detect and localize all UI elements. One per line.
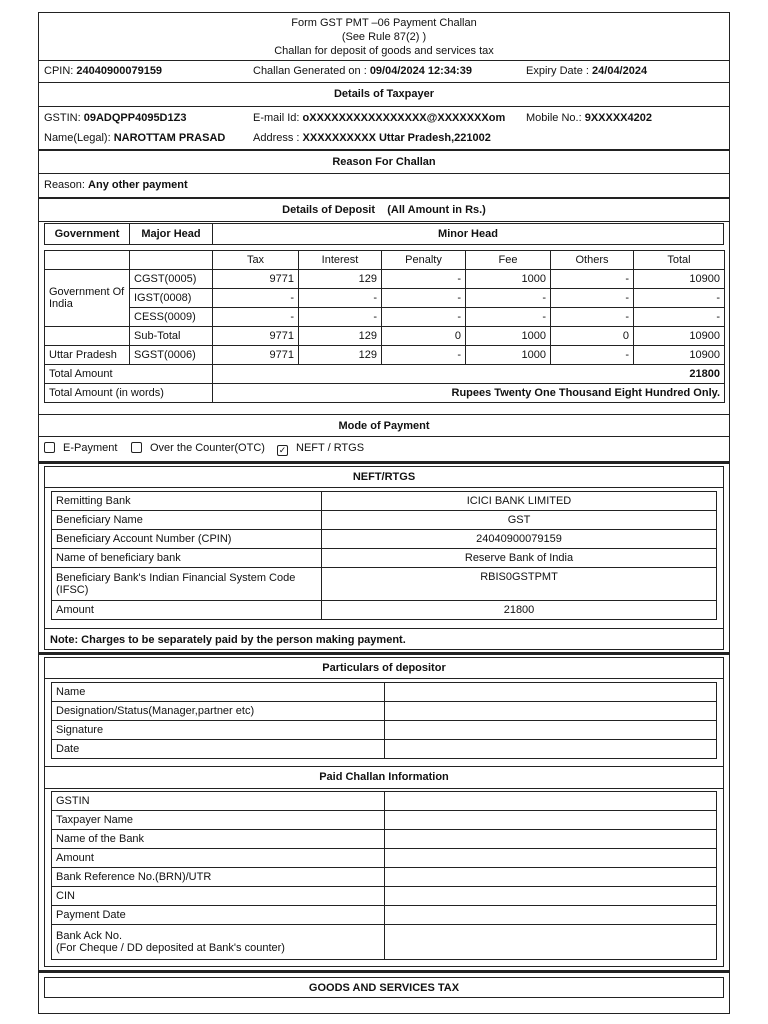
deposit-title: Details of Deposit [282, 204, 376, 216]
paid-field[interactable] [385, 830, 717, 849]
cell-value: 9771 [213, 346, 299, 365]
paid-field[interactable] [385, 792, 717, 811]
neft-value: RBIS0GSTPMT [322, 568, 717, 601]
taxpayer-heading: Details of Taxpayer [39, 83, 729, 107]
deposit-head-table [44, 223, 724, 245]
col-interest: Interest [299, 251, 382, 270]
depositor-label: Signature [52, 721, 385, 740]
cell-value: - [299, 289, 382, 308]
reason-heading: Reason For Challan [39, 150, 729, 174]
table-row [52, 530, 717, 549]
major-head: Sub-Total [130, 327, 213, 346]
email-value: oXXXXXXXXXXXXXXXX@XXXXXXXom [302, 112, 506, 124]
table-row [45, 289, 725, 308]
col-major-head: Major Head [130, 224, 213, 245]
deposit-unit: (All Amount in Rs.) [387, 204, 486, 216]
cell-value: 0 [551, 327, 634, 346]
depositor-field[interactable] [385, 683, 717, 702]
cell-value: 129 [299, 270, 382, 289]
major-head: IGST(0008) [130, 289, 213, 308]
cell-value: 1000 [466, 270, 551, 289]
table-row [52, 849, 717, 868]
cell-value: 1000 [466, 346, 551, 365]
gov-india-cell: Government Of India [45, 270, 130, 327]
cell-value: 0 [382, 327, 466, 346]
table-row [45, 270, 725, 289]
paid-label: CIN [52, 887, 385, 906]
neft-label: Beneficiary Name [52, 511, 322, 530]
paid-label: Taxpayer Name [52, 811, 385, 830]
paid-field[interactable] [385, 906, 717, 925]
table-row [52, 568, 717, 601]
epayment-checkbox[interactable] [44, 442, 55, 453]
table-row [52, 740, 717, 759]
neft-label: NEFT / RTGS [296, 442, 365, 454]
col-penalty: Penalty [382, 251, 466, 270]
gstin-label: GSTIN: [44, 112, 81, 124]
cell-value: 129 [299, 346, 382, 365]
cell-value: 9771 [213, 270, 299, 289]
neft-note: Note: Charges to be separately paid by the person making payment. [45, 628, 723, 651]
footer: GOODS AND SERVICES TAX [44, 977, 724, 998]
cell-value: - [634, 308, 725, 327]
neft-value: Reserve Bank of India [322, 549, 717, 568]
paid-field[interactable] [385, 811, 717, 830]
paid-label-ack [52, 925, 385, 960]
cell-value: - [466, 289, 551, 308]
depositor-field[interactable] [385, 740, 717, 759]
neft-label: Beneficiary Account Number (CPIN) [52, 530, 322, 549]
col-fee: Fee [466, 251, 551, 270]
paid-label: GSTIN [52, 792, 385, 811]
name-label: Name(Legal): [44, 132, 111, 144]
cpin-label: CPIN: [44, 65, 74, 77]
expiry-value: 24/04/2024 [592, 65, 648, 77]
neft-label: Amount [52, 601, 322, 620]
cell-value: - [382, 289, 466, 308]
table-row [52, 887, 717, 906]
cell-value: - [634, 289, 725, 308]
words-label: Total Amount (in words) [45, 384, 213, 403]
otc-label: Over the Counter(OTC) [150, 442, 265, 454]
epayment-label: E-Payment [63, 442, 118, 454]
cell-value: - [551, 346, 634, 365]
paid-label: Name of the Bank [52, 830, 385, 849]
deposit-heading [39, 198, 729, 222]
col-minor-head: Minor Head [213, 224, 724, 245]
cell-value: 10900 [634, 346, 725, 365]
total-row [45, 365, 725, 384]
col-tax: Tax [213, 251, 299, 270]
epayment-option[interactable] [44, 442, 117, 454]
form-rule: (See Rule 87(2) ) [341, 31, 427, 43]
neft-heading: NEFT/RTGS [45, 467, 723, 488]
table-row [45, 327, 725, 346]
paid-field[interactable] [385, 868, 717, 887]
depositor-heading: Particulars of depositor [45, 658, 723, 679]
section-divider [39, 970, 729, 973]
neft-checkbox[interactable]: ✓ [278, 445, 287, 455]
depositor-label: Designation/Status(Manager,partner etc) [52, 702, 385, 721]
table-row [52, 906, 717, 925]
cell-value: - [382, 308, 466, 327]
email-label: E-mail Id: [253, 112, 300, 124]
ack-line-2: (For Cheque / DD deposited at Bank's counter) [56, 942, 285, 954]
cell-value: - [551, 308, 634, 327]
cell-value: - [213, 289, 299, 308]
otc-checkbox[interactable] [131, 442, 142, 453]
section-divider [39, 461, 729, 464]
cell-value: 1000 [466, 327, 551, 346]
section-divider [39, 652, 729, 655]
total-value: 21800 [213, 365, 725, 384]
major-head: CGST(0005) [130, 270, 213, 289]
neft-label: Name of beneficiary bank [52, 549, 322, 568]
cell-value: - [466, 308, 551, 327]
table-row [52, 549, 717, 568]
depositor-field[interactable] [385, 721, 717, 740]
gstin-value: 09ADQPP4095D1Z3 [83, 112, 187, 124]
paid-field[interactable] [385, 925, 717, 960]
reason-row [39, 174, 729, 198]
cell-value: 129 [299, 327, 382, 346]
generated-value: 09/04/2024 12:34:39 [369, 65, 472, 77]
deposit-table [44, 250, 725, 403]
total-label: Total Amount [45, 365, 213, 384]
depositor-label: Date [52, 740, 385, 759]
cell-value: - [551, 289, 634, 308]
table-row [52, 792, 717, 811]
form-header [39, 13, 729, 61]
depositor-box [44, 657, 724, 967]
depositor-label: Name [52, 683, 385, 702]
neft-value: ICICI BANK LIMITED [322, 492, 717, 511]
taxpayer-details [39, 107, 729, 150]
mobile-value: 9XXXXX4202 [584, 112, 652, 124]
paid-label: Bank Reference No.(BRN)/UTR [52, 868, 385, 887]
form-title: Form GST PMT –06 Payment Challan [291, 17, 477, 29]
words-value: Rupees Twenty One Thousand Eight Hundred Only. [213, 384, 725, 403]
col-government: Government [45, 224, 130, 245]
table-row [52, 868, 717, 887]
cell-value: 10900 [634, 270, 725, 289]
mobile-label: Mobile No.: [526, 112, 582, 124]
paid-field[interactable] [385, 887, 717, 906]
ack-line-1: Bank Ack No. [56, 930, 123, 942]
paid-field[interactable] [385, 849, 717, 868]
neft-label: Remitting Bank [52, 492, 322, 511]
generated-label: Challan Generated on : [253, 65, 367, 77]
otc-option[interactable] [131, 442, 265, 454]
major-head: SGST(0006) [130, 346, 213, 365]
cell-value: - [382, 346, 466, 365]
minor-head-columns [45, 251, 725, 270]
neft-value: 24040900079159 [322, 530, 717, 549]
paid-label: Amount [52, 849, 385, 868]
neft-box [44, 466, 724, 650]
neft-label: Beneficiary Bank's Indian Financial System Code (IFSC) [52, 568, 322, 601]
mode-heading: Mode of Payment [39, 414, 729, 437]
name-value: NAROTTAM PRASAD [113, 132, 226, 144]
cell-value: - [299, 308, 382, 327]
cell-value: - [551, 270, 634, 289]
table-row [45, 346, 725, 365]
major-head: CESS(0009) [130, 308, 213, 327]
mode-options [39, 437, 729, 462]
cpin-value: 24040900079159 [76, 65, 163, 77]
address-value: XXXXXXXXXX Uttar Pradesh,221002 [302, 132, 491, 144]
form-subtitle: Challan for deposit of goods and services tax [274, 45, 494, 57]
depositor-table [51, 682, 717, 759]
table-row [52, 683, 717, 702]
table-row [52, 925, 717, 960]
paid-table [51, 791, 717, 960]
neft-value: GST [322, 511, 717, 530]
neft-value: 21800 [322, 601, 717, 620]
paid-heading: Paid Challan Information [45, 766, 723, 789]
words-row [45, 384, 725, 403]
paid-label: Payment Date [52, 906, 385, 925]
col-total: Total [634, 251, 725, 270]
neft-table [51, 491, 717, 620]
address-label: Address : [253, 132, 300, 144]
cell-value: - [213, 308, 299, 327]
table-row [45, 308, 725, 327]
col-others: Others [551, 251, 634, 270]
depositor-field[interactable] [385, 702, 717, 721]
table-row [52, 492, 717, 511]
table-row [52, 511, 717, 530]
table-row [52, 721, 717, 740]
expiry-label: Expiry Date : [526, 65, 589, 77]
reason-label: Reason: [44, 179, 85, 191]
table-row [52, 811, 717, 830]
challan-form [38, 12, 730, 1014]
table-row [52, 830, 717, 849]
table-row [52, 601, 717, 620]
cell-value: 10900 [634, 327, 725, 346]
state-cell: Uttar Pradesh [45, 346, 130, 365]
reason-value: Any other payment [88, 179, 188, 191]
cell-value: 9771 [213, 327, 299, 346]
table-row [52, 702, 717, 721]
cpin-row [39, 61, 729, 83]
cell-value: - [382, 270, 466, 289]
neft-option[interactable] [277, 442, 364, 456]
